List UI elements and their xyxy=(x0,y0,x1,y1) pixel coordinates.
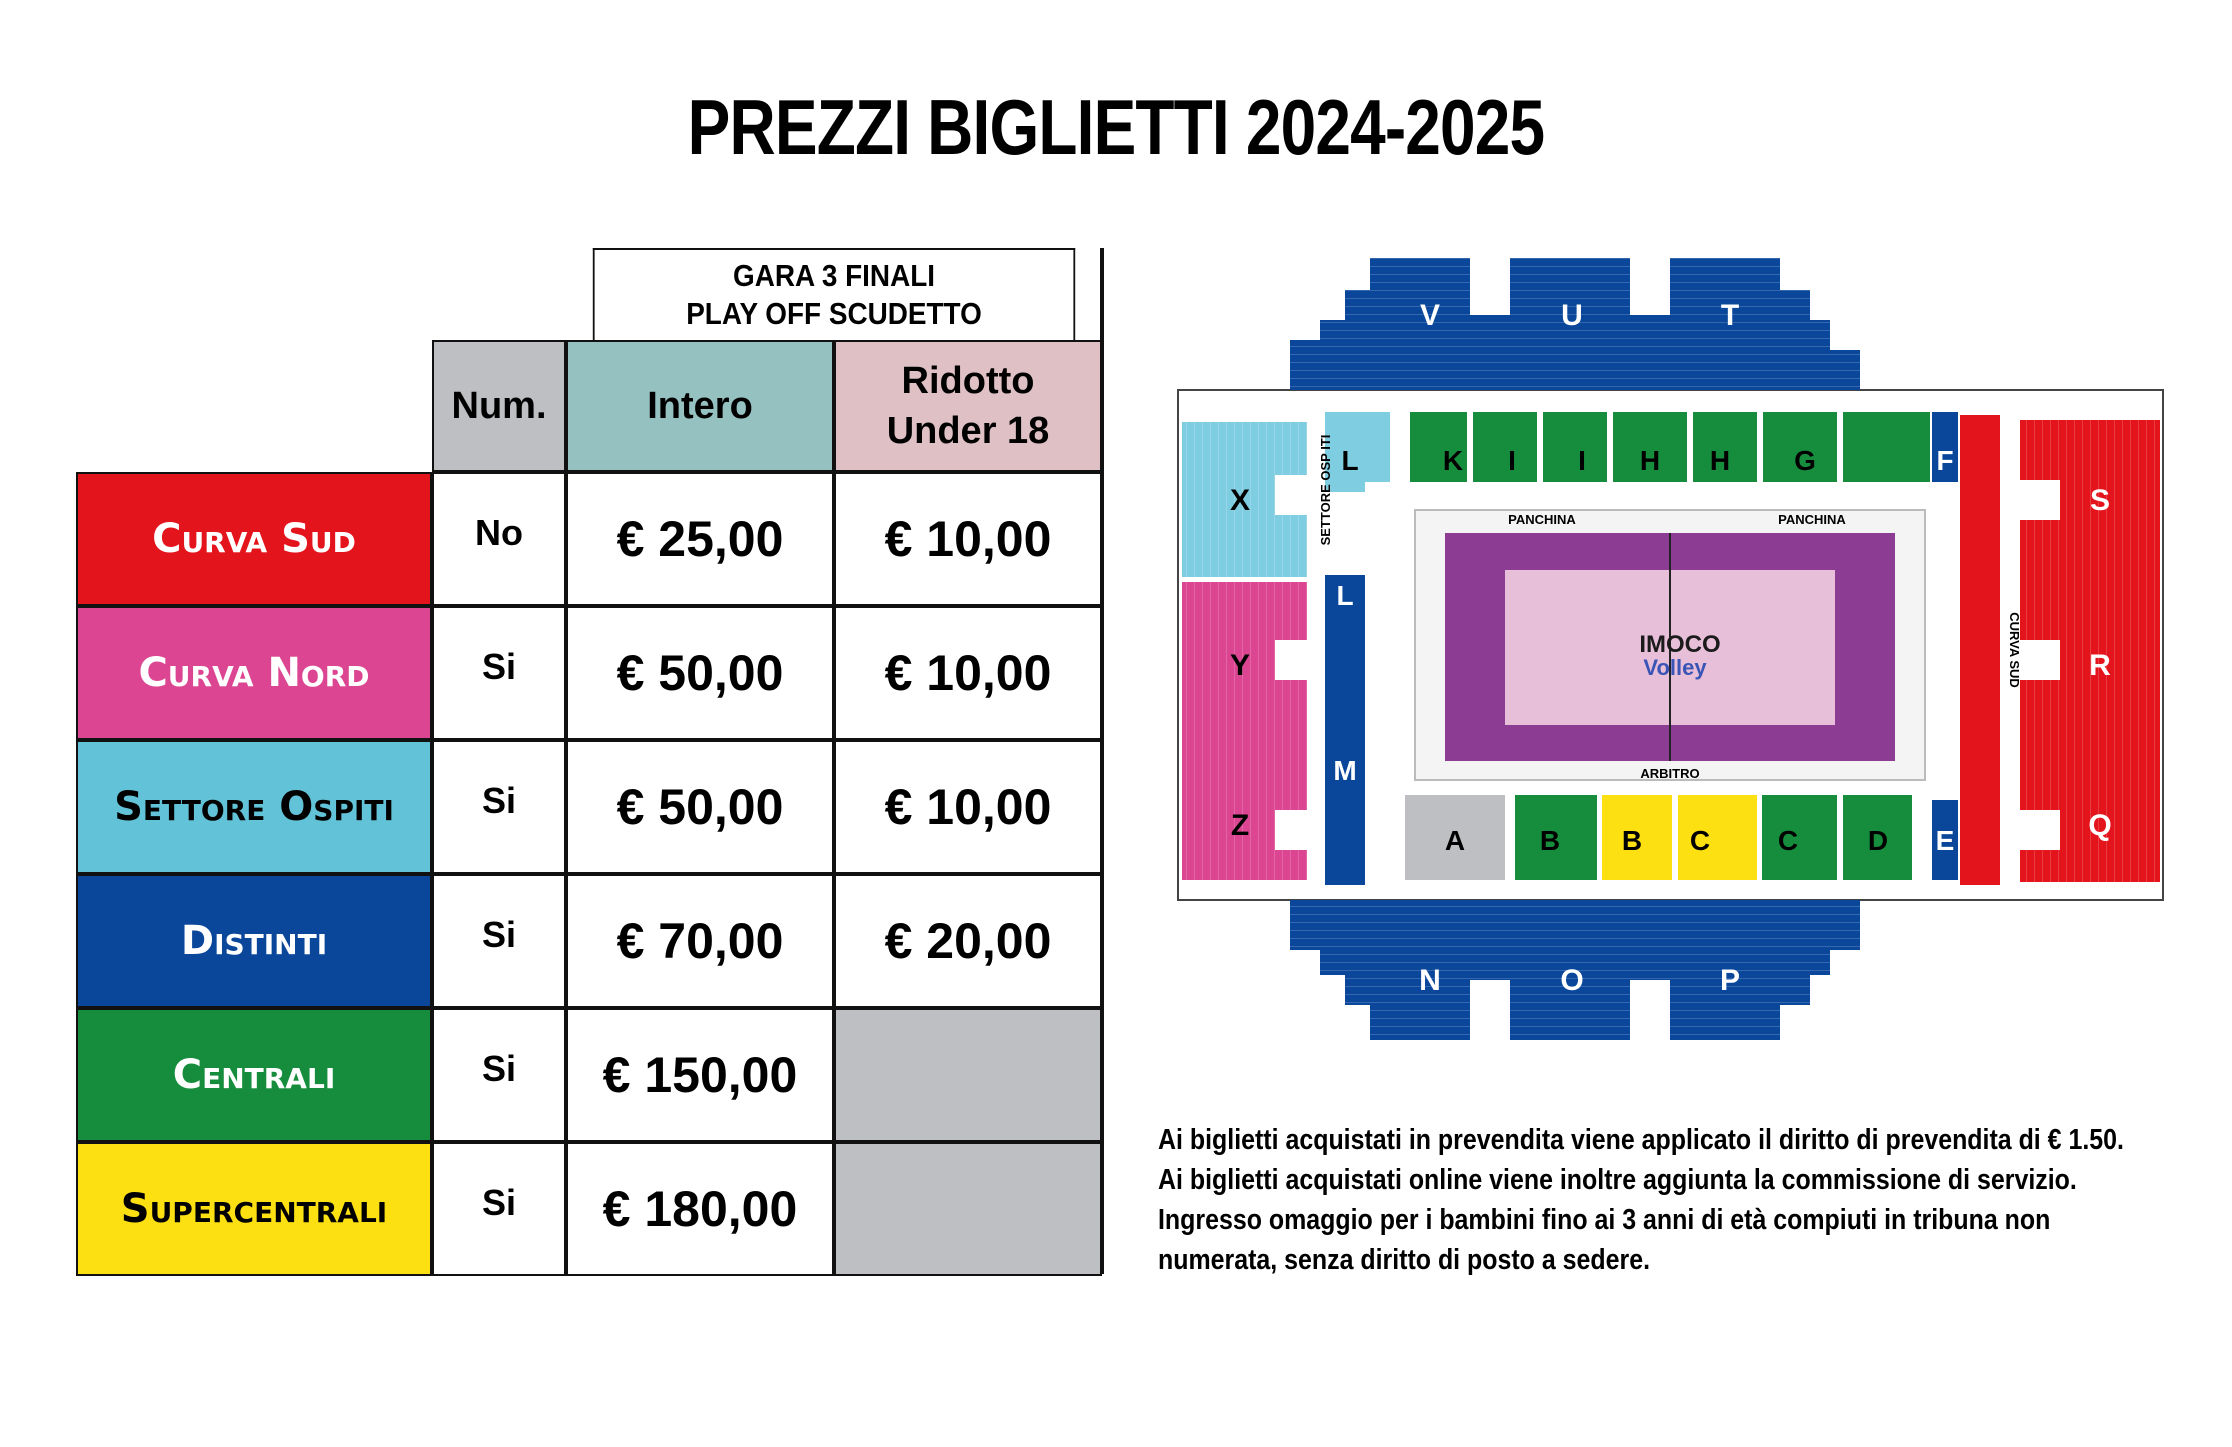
note-line-1: Ai biglietti acquistati in prevendita viene applicato il diritto di prevendita di € 1.50. xyxy=(1158,1124,2124,1156)
stadium-map xyxy=(1170,250,2170,1050)
price-intero: € 50,00 xyxy=(566,606,834,740)
inner-sector-label: L xyxy=(1336,580,1354,611)
sector-name: Settore Ospiti xyxy=(76,740,432,874)
sector-label: T xyxy=(1720,299,1740,332)
numbered-value: Si xyxy=(432,1008,566,1142)
numbered-value: Si xyxy=(432,874,566,1008)
price-ridotto: € 20,00 xyxy=(834,874,1102,1008)
inner-sector-label: E xyxy=(1935,825,1955,856)
price-ridotto: € 10,00 xyxy=(834,472,1102,606)
inner-sector-label: D xyxy=(1867,825,1889,856)
sector-name: Distinti xyxy=(76,874,432,1008)
sector-label: O xyxy=(1560,964,1584,997)
note-line-4: numerata, senza diritto di posto a sedere. xyxy=(1158,1244,1651,1276)
inner-sector-label: I xyxy=(1508,445,1516,476)
numbered-value: Si xyxy=(432,606,566,740)
label-panchina: PANCHINA xyxy=(1778,512,1846,527)
sector-name: Curva Sud xyxy=(76,472,432,606)
column-header-num: Num. xyxy=(432,340,566,472)
sector-label: U xyxy=(1561,299,1583,332)
column-header-intero: Intero xyxy=(566,340,834,472)
inner-sector-label: B xyxy=(1621,825,1643,856)
column-header-ridotto-line1: Ridotto xyxy=(901,360,1035,402)
inner-sector-label: G xyxy=(1794,445,1816,476)
inner-sector-label: K xyxy=(1442,445,1464,476)
sector-label: V xyxy=(1419,299,1441,332)
price-ridotto xyxy=(834,1142,1102,1276)
price-ridotto xyxy=(834,1008,1102,1142)
sector-label: N xyxy=(1419,964,1441,997)
column-header-ridotto xyxy=(834,340,1102,472)
inner-sector-label: I xyxy=(1578,445,1586,476)
sector-label: Y xyxy=(1229,649,1251,682)
label-curva-sud: CURVA SUD xyxy=(2007,612,2022,688)
price-ridotto: € 10,00 xyxy=(834,740,1102,874)
inner-sector-label: H xyxy=(1709,445,1731,476)
column-header-ridotto-line2: Under 18 xyxy=(886,410,1050,452)
sector-label: P xyxy=(1719,964,1741,997)
inner-sector-label: A xyxy=(1444,825,1466,856)
inner-sector-label: C xyxy=(1777,825,1799,856)
inner-sector-label: F xyxy=(1936,445,1954,476)
inner-sector-label: M xyxy=(1333,755,1357,786)
table-right-border xyxy=(1100,248,1104,1274)
sector-name: Centrali xyxy=(76,1008,432,1142)
label-arbitro: ARBITRO xyxy=(1640,766,1700,781)
price-intero: € 180,00 xyxy=(566,1142,834,1276)
event-header xyxy=(593,248,1075,340)
note-line-3: Ingresso omaggio per i bambini fino ai 3 anni di età compiuti in tribuna non xyxy=(1158,1204,2051,1236)
inner-sector-label: H xyxy=(1639,445,1661,476)
event-header-line1: GARA 3 FINALI xyxy=(732,258,936,293)
price-intero: € 150,00 xyxy=(566,1008,834,1142)
inner-sector-label: C xyxy=(1689,825,1711,856)
price-intero: € 70,00 xyxy=(566,874,834,1008)
price-intero: € 25,00 xyxy=(566,472,834,606)
sector-name: Supercentrali xyxy=(76,1142,432,1276)
price-intero: € 50,00 xyxy=(566,740,834,874)
label-settore-ospiti: SETTORE OSP ITI xyxy=(1318,434,1333,546)
price-ridotto: € 10,00 xyxy=(834,606,1102,740)
numbered-value: Si xyxy=(432,740,566,874)
inner-sector-label: L xyxy=(1341,445,1359,476)
page-title: PREZZI BIGLIETTI 2024-2025 xyxy=(687,83,1545,171)
logo-text: IMOCO xyxy=(1639,631,1721,658)
numbered-value: Si xyxy=(432,1142,566,1276)
logo-text: Volley xyxy=(1643,655,1707,680)
sector-name: Curva Nord xyxy=(76,606,432,740)
numbered-value: No xyxy=(432,472,566,606)
event-header-line2: PLAY OFF SCUDETTO xyxy=(686,296,982,331)
sector-label: X xyxy=(1229,484,1251,517)
sector-label: S xyxy=(2089,484,2111,517)
sector-label: Q xyxy=(2088,809,2112,842)
inner-sector-label: B xyxy=(1539,825,1561,856)
sector-label: Z xyxy=(1230,809,1250,842)
label-panchina: PANCHINA xyxy=(1508,512,1576,527)
sector-label: R xyxy=(2089,649,2111,682)
notes xyxy=(1158,1120,2124,1280)
note-line-2: Ai biglietti acquistati online viene inoltre aggiunta la commissione di servizio. xyxy=(1158,1164,2077,1196)
